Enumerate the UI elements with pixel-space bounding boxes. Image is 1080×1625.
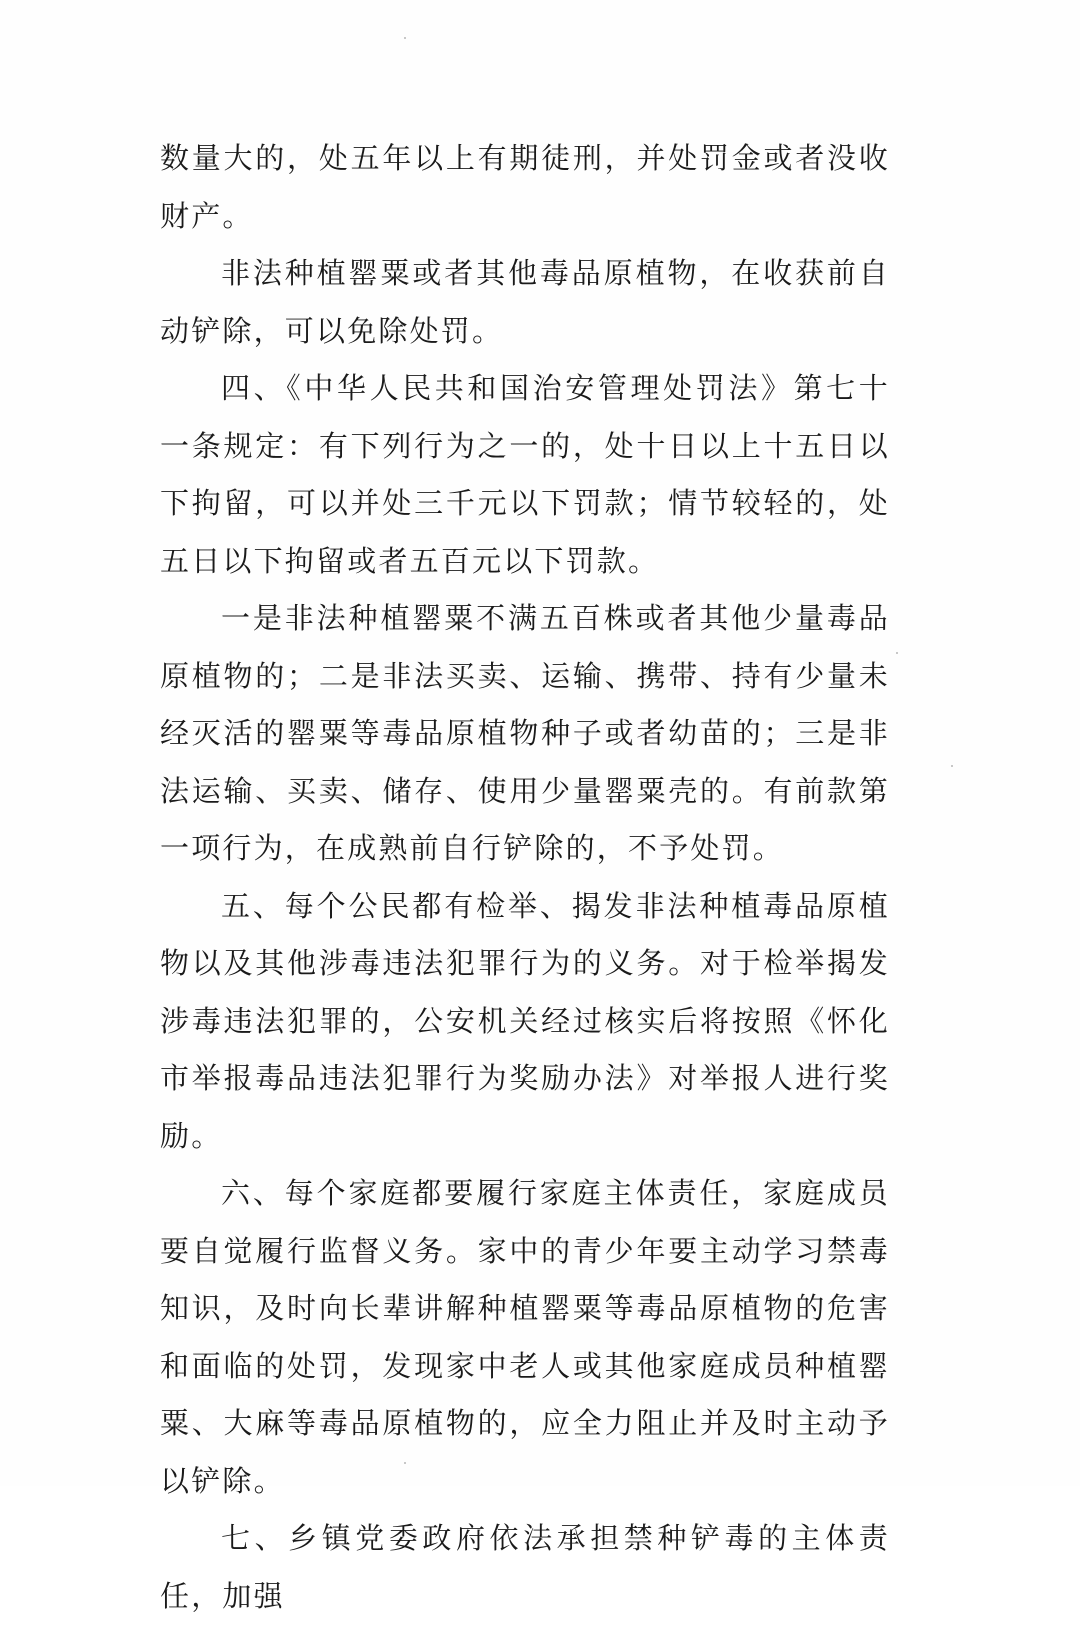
- body-text: [160, 130, 890, 1625]
- paragraph: 非法种植罂粟或者其他毒品原植物，在收获前自动铲除，可以免除处罚。: [160, 256, 890, 348]
- paragraph: 一是非法种植罂粟不满五百株或者其他少量毒品原植物的；二是非法买卖、运输、携带、持有少量未经灭活的罂粟等毒品原植物种子或者幼苗的；三是非法运输、买卖、储存、使用少量罂粟壳的。有前款第一项行为，在成熟前自行铲除的，不予处罚。: [160, 601, 890, 865]
- scan-speck: [951, 765, 953, 767]
- scan-speck: [896, 652, 898, 654]
- paragraph: 七、乡镇党委政府依法承担禁种铲毒的主体责任，加强: [160, 1521, 890, 1613]
- scan-speck: [404, 37, 406, 39]
- paragraph: 六、每个家庭都要履行家庭主体责任，家庭成员要自觉履行监督义务。家中的青少年要主动学习禁毒知识，及时向长辈讲解种植罂粟等毒品原植物的危害和面临的处罚，发现家中老人或其他家庭成员种植罂粟、大麻等毒品原植物的，应全力阻止并及时主动予以铲除。: [160, 1176, 890, 1498]
- paragraph: 四、《中华人民共和国治安管理处罚法》第七十一条规定：有下列行为之一的，处十日以上十五日以下拘留，可以并处三千元以下罚款；情节较轻的，处五日以下拘留或者五百元以下罚款。: [160, 371, 890, 578]
- paragraph: 五、每个公民都有检举、揭发非法种植毒品原植物以及其他涉毒违法犯罪行为的义务。对于检举揭发涉毒违法犯罪的，公安机关经过核实后将按照《怀化市举报毒品违法犯罪行为奖励办法》对举报人进行奖励。: [160, 888, 890, 1153]
- paragraph: 数量大的，处五年以上有期徒刑，并处罚金或者没收财产。: [160, 141, 890, 233]
